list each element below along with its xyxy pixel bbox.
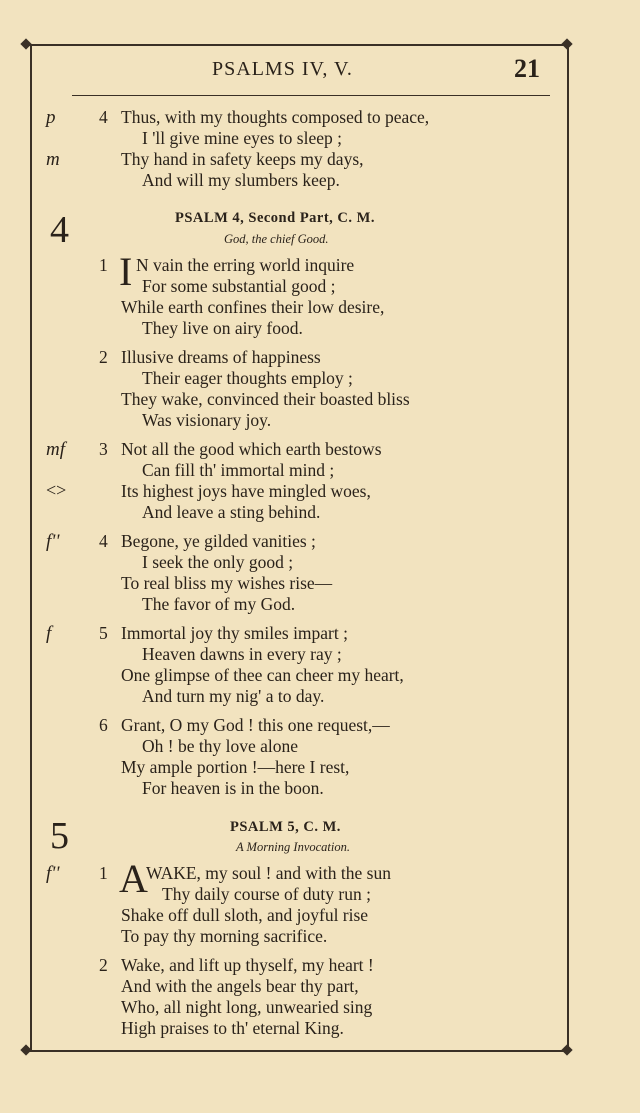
corner-ornament [561, 38, 572, 49]
verse-number: 1 [99, 863, 108, 883]
verse-number: 5 [99, 623, 108, 643]
swell-mark: <> [46, 480, 67, 500]
verse-number: 6 [99, 715, 108, 735]
verse-line: I seek the only good ; [142, 552, 294, 572]
verse-line: The favor of my God. [142, 594, 296, 614]
right-border [567, 44, 569, 1050]
verse-line: My ample portion !—here I rest, [121, 757, 350, 777]
verse-number: 3 [99, 439, 108, 459]
verse-line: Wake, and lift up thyself, my heart ! [121, 955, 374, 975]
header-rule [72, 95, 550, 96]
verse-line: And leave a sting behind. [142, 502, 321, 522]
psalm-subtitle: God, the chief Good. [224, 232, 329, 246]
psalm-title: PSALM 5, C. M. [230, 819, 341, 835]
verse-line: Oh ! be thy love alone [142, 736, 298, 756]
corner-ornament [561, 1044, 572, 1055]
verse-line: Its highest joys have mingled woes, [121, 481, 371, 501]
verse-number: 1 [99, 255, 108, 275]
verse-line: I 'll give mine eyes to sleep ; [142, 128, 342, 148]
drop-cap: A [119, 856, 148, 901]
dynamic-mark: mf [46, 439, 65, 460]
verse-line: Thus, with my thoughts composed to peace, [121, 107, 430, 127]
verse-number: 4 [99, 531, 108, 551]
verse-line: WAKE, my soul ! and with the sun [146, 863, 391, 883]
verse-line: One glimpse of thee can cheer my heart, [121, 665, 404, 685]
verse-line: Can fill th' immortal mind ; [142, 460, 335, 480]
verse-number: 2 [99, 347, 108, 367]
page-number: 21 [514, 54, 540, 83]
dynamic-mark: m [46, 149, 60, 170]
top-border [26, 44, 570, 46]
verse-line: N vain the erring world inquire [136, 255, 355, 275]
verse-number: 4 [99, 107, 108, 127]
verse-line: To pay thy morning sacrifice. [121, 926, 328, 946]
verse-line: While earth confines their low desire, [121, 297, 385, 317]
verse-line: Shake off dull sloth, and joyful rise [121, 905, 369, 925]
dynamic-mark: f'' [46, 863, 60, 884]
verse-line: And will my slumbers keep. [142, 170, 340, 190]
psalm-title: PSALM 4, Second Part, C. M. [175, 210, 375, 226]
verse-line: Was visionary joy. [142, 410, 272, 430]
running-head: PSALMS IV, V. [212, 58, 353, 80]
verse-line: Heaven dawns in every ray ; [142, 644, 342, 664]
verse-line: Their eager thoughts employ ; [142, 368, 353, 388]
verse-line: Immortal joy thy smiles impart ; [121, 623, 348, 643]
verse-line: Grant, O my God ! this one request,— [121, 715, 390, 735]
verse-line: And with the angels bear thy part, [121, 976, 359, 996]
psalm-number: 5 [50, 815, 69, 857]
psalm-number: 4 [50, 209, 69, 251]
verse-line: High praises to th' eternal King. [121, 1018, 344, 1038]
dynamic-mark: f [46, 623, 52, 644]
verse-line: Not all the good which earth bestows [121, 439, 382, 459]
dynamic-mark: f'' [46, 531, 60, 552]
verse-line: Thy hand in safety keeps my days, [121, 149, 364, 169]
verse-number: 2 [99, 955, 108, 975]
verse-line: For heaven is in the boon. [142, 778, 324, 798]
drop-cap: I [119, 249, 133, 294]
verse-line: Illusive dreams of happiness [121, 347, 321, 367]
left-border [30, 44, 32, 1050]
dynamic-mark: p [46, 107, 56, 128]
verse-line: To real bliss my wishes rise— [121, 573, 333, 593]
verse-line: Thy daily course of duty run ; [162, 884, 371, 904]
verse-line: They wake, convinced their boasted bliss [121, 389, 410, 409]
verse-line: And turn my nig' a to day. [142, 686, 325, 706]
verse-line: They live on airy food. [142, 318, 303, 338]
verse-line: Who, all night long, unwearied sing [121, 997, 373, 1017]
verse-line: Begone, ye gilded vanities ; [121, 531, 316, 551]
bottom-border [26, 1050, 570, 1052]
psalm-subtitle: A Morning Invocation. [236, 840, 350, 854]
verse-line: For some substantial good ; [142, 276, 336, 296]
